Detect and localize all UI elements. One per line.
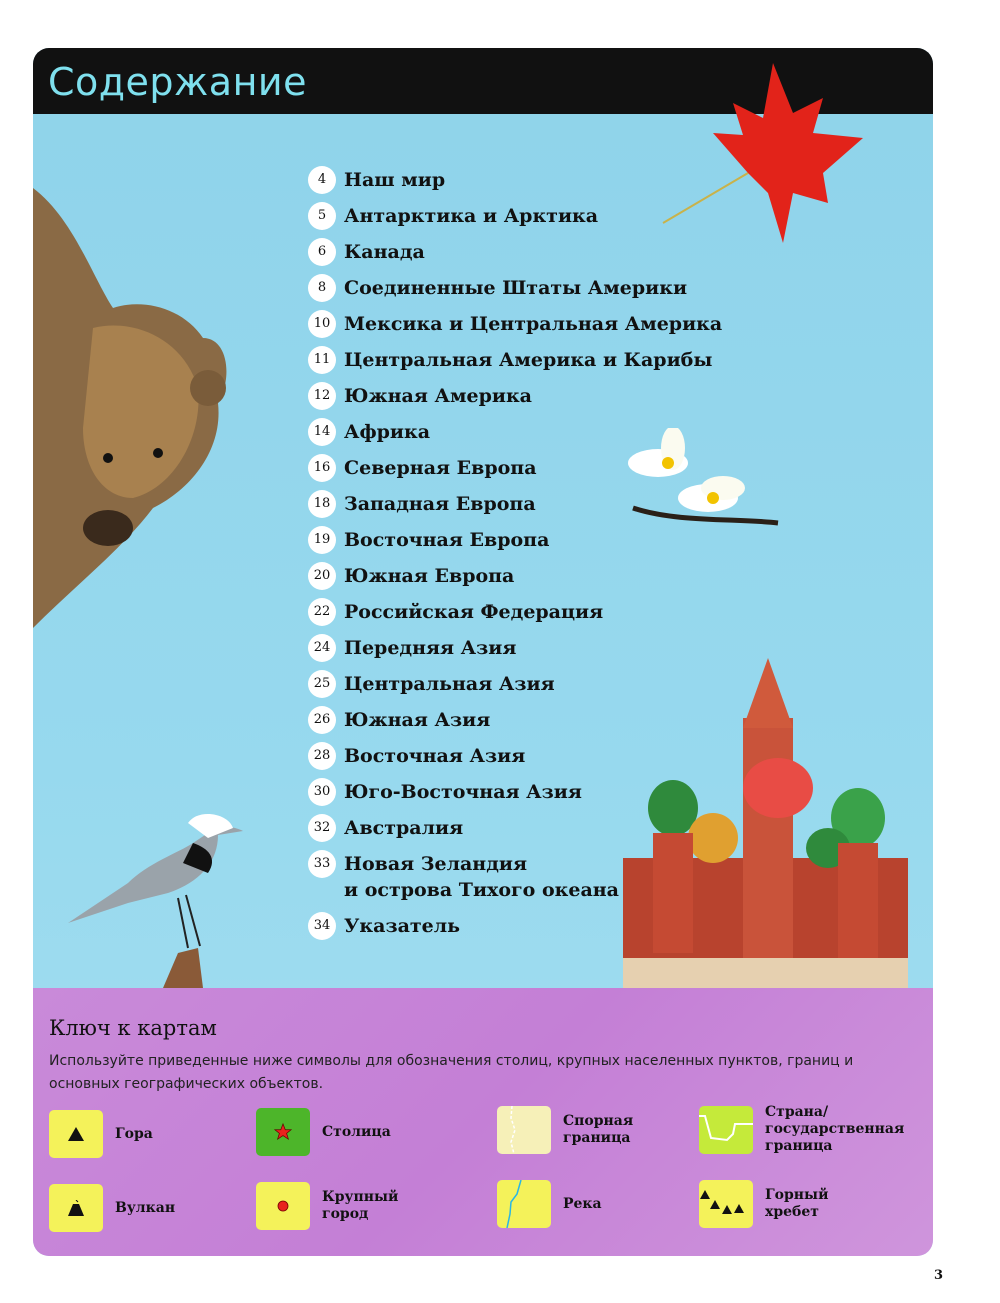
toc-entry[interactable] [308, 526, 549, 554]
contents-panel [33, 48, 933, 1256]
toc-entry[interactable] [308, 274, 687, 302]
river-icon [497, 1180, 551, 1228]
toc-page-number: 22 [308, 598, 336, 626]
toc-page-number: 10 [308, 310, 336, 338]
legend-key-label: Спорная граница [563, 1113, 634, 1146]
toc-title: Наш мир [344, 169, 446, 191]
toc-title: Указатель [344, 915, 461, 937]
capital-star-icon [256, 1108, 310, 1156]
toc-page-number: 8 [308, 274, 336, 302]
toc-entry[interactable] [308, 562, 514, 590]
toc-title: Российская Федерация [344, 601, 604, 623]
legend-key-label: Горный хребет [765, 1187, 829, 1220]
wagtail-bird-image [68, 803, 248, 988]
toc-title: Канада [344, 241, 425, 263]
toc-entry[interactable] [308, 454, 537, 482]
toc-title: Антарктика и Арктика [344, 205, 599, 227]
legend-key-label: Река [563, 1195, 602, 1212]
legend-key-label: Крупный город [322, 1189, 399, 1222]
toc-entry[interactable] [308, 814, 463, 842]
legend-key-river [497, 1180, 697, 1228]
toc-page-number: 19 [308, 526, 336, 554]
toc-page-number: 30 [308, 778, 336, 806]
toc-title: Соединенные Штаты Америки [344, 277, 688, 299]
legend-key-mountain-range [699, 1180, 899, 1228]
toc-entry[interactable] [308, 670, 555, 698]
legend-title: Ключ к картам [49, 1016, 217, 1040]
toc-entry[interactable] [308, 634, 516, 662]
bear-image [33, 188, 233, 628]
toc-entry[interactable] [308, 778, 582, 806]
page-title: Содержание [48, 60, 307, 104]
toc-page-number: 25 [308, 670, 336, 698]
toc-title: Южная Европа [344, 565, 515, 587]
legend-description: Используйте приведенные ниже символы для обозначения столиц, крупных населенных пунктов, границ и основных географических объектов. [49, 1053, 854, 1092]
toc-page-number: 32 [308, 814, 336, 842]
toc-page-number: 20 [308, 562, 336, 590]
toc-page-number: 5 [308, 202, 336, 230]
toc-page-number: 34 [308, 912, 336, 940]
toc-title: Передняя Азия [344, 637, 517, 659]
legend-key-city [256, 1182, 456, 1230]
toc-entry[interactable] [308, 742, 525, 770]
toc-title: Новая Зеландия и острова Тихого океана [344, 853, 619, 901]
map-key [33, 988, 933, 1256]
toc-title: Восточная Европа [344, 529, 550, 551]
toc-entry[interactable] [308, 418, 430, 446]
legend-key-label: Гора [115, 1125, 153, 1142]
legend-key-label: Вулкан [115, 1199, 176, 1216]
toc-title: Центральная Азия [344, 673, 555, 695]
toc-title: Африка [344, 421, 431, 443]
country-border-icon [699, 1106, 753, 1154]
toc-entry[interactable] [308, 490, 536, 518]
toc-title: Восточная Азия [344, 745, 526, 767]
toc-page-number: 18 [308, 490, 336, 518]
legend-key-label: Страна/ государственная граница [765, 1104, 905, 1154]
toc-entry[interactable] [308, 238, 425, 266]
toc-page-number: 14 [308, 418, 336, 446]
toc-page-number: 26 [308, 706, 336, 734]
mountain-range-icon [699, 1180, 753, 1228]
toc-title: Западная Европа [344, 493, 536, 515]
disputed-border-icon [497, 1106, 551, 1154]
toc-entry[interactable] [308, 706, 490, 734]
toc-title: Южная Америка [344, 385, 532, 407]
toc-page-number: 24 [308, 634, 336, 662]
table-of-contents [308, 166, 868, 966]
toc-entry[interactable] [308, 310, 722, 338]
city-dot-icon [256, 1182, 310, 1230]
legend-key-capital [256, 1108, 456, 1156]
toc-entry[interactable] [308, 850, 619, 903]
toc-title: Южная Азия [344, 709, 491, 731]
toc-entry[interactable] [308, 912, 460, 940]
legend-key-label: Столица [322, 1123, 391, 1140]
toc-page-number: 33 [308, 850, 336, 878]
toc-title: Австралия [344, 817, 464, 839]
toc-entry[interactable] [308, 598, 603, 626]
toc-page-number: 11 [308, 346, 336, 374]
toc-page-number: 16 [308, 454, 336, 482]
toc-page-number: 6 [308, 238, 336, 266]
toc-page-number: 28 [308, 742, 336, 770]
toc-entry[interactable] [308, 382, 532, 410]
toc-title: Юго-Восточная Азия [344, 781, 582, 803]
legend-key-country-border [699, 1104, 905, 1155]
toc-entry[interactable] [308, 202, 598, 230]
toc-entry[interactable] [308, 166, 445, 194]
toc-title: Мексика и Центральная Америка [344, 313, 723, 335]
mountain-icon [49, 1110, 103, 1158]
legend-key-mountain [49, 1110, 249, 1158]
toc-page-number: 12 [308, 382, 336, 410]
legend-key-volcano [49, 1184, 249, 1232]
toc-title: Северная Европа [344, 457, 537, 479]
toc-page-number: 4 [308, 166, 336, 194]
page-number: 3 [934, 1268, 944, 1283]
volcano-icon [49, 1184, 103, 1232]
toc-title: Центральная Америка и Карибы [344, 349, 713, 371]
toc-entry[interactable] [308, 346, 712, 374]
legend-key-disputed-border [497, 1106, 697, 1154]
